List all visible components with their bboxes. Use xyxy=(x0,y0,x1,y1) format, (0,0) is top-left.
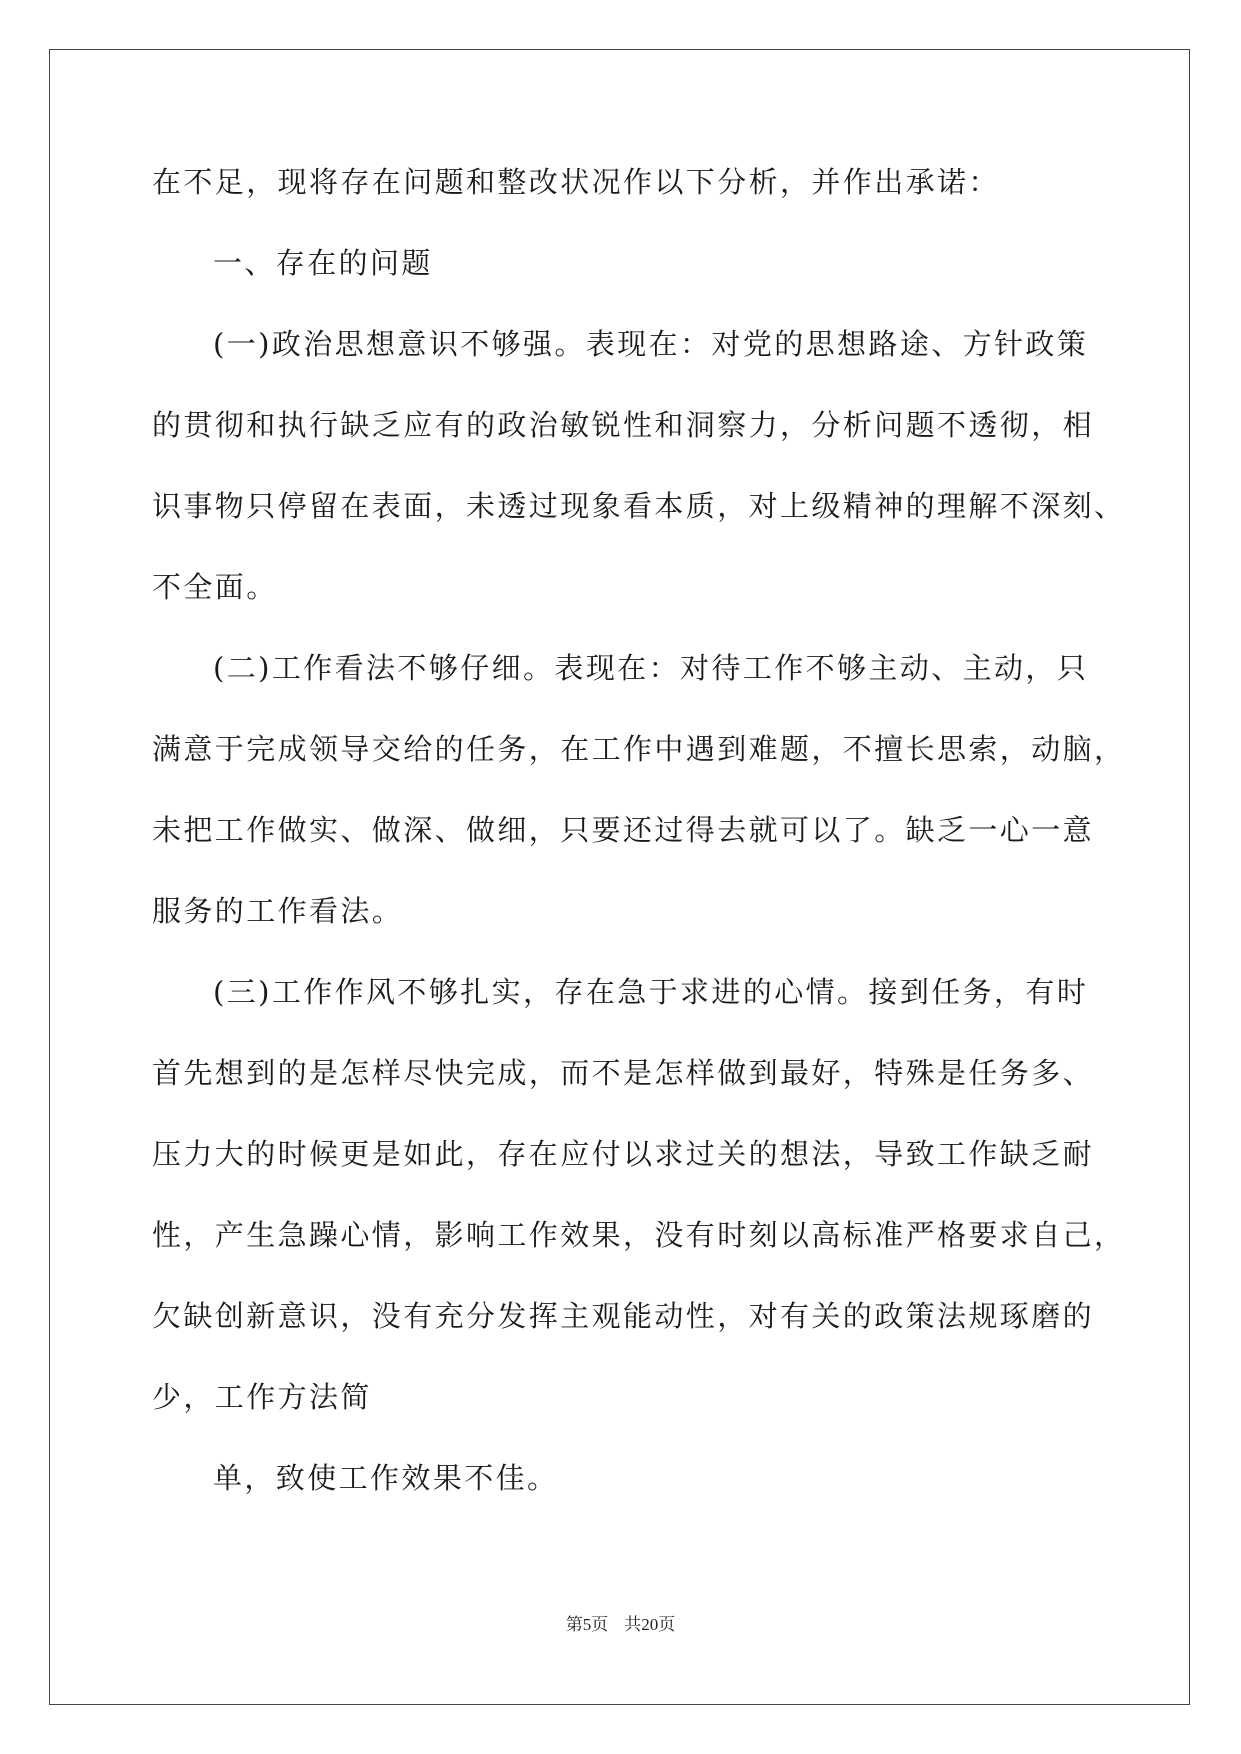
text-line: (二)工作看法不够仔细。表现在：对待工作不够主动、主动，只 xyxy=(213,651,1089,685)
text-line: 首先想到的是怎样尽快完成，而不是怎样做到最好，特殊是任务多、 xyxy=(152,1056,1095,1090)
text-line: 在不足，现将存在问题和整改状况作以下分析，并作出承诺： xyxy=(152,165,1000,199)
page-number: 第5页 xyxy=(565,1615,609,1634)
text-line: 少，工作方法简 xyxy=(152,1380,372,1414)
text-line: 未把工作做实、做深、做细，只要还过得去就可以了。缺乏一心一意 xyxy=(152,813,1095,847)
page-total: 共20页 xyxy=(624,1615,676,1634)
page-footer xyxy=(0,1610,1241,1635)
text-line: (一)政治思想意识不够强。表现在：对党的思想路途、方针政策 xyxy=(213,327,1089,361)
text-line: 欠缺创新意识，没有充分发挥主观能动性，对有关的政策法规琢磨的 xyxy=(152,1299,1095,1333)
text-line: (三)工作作风不够扎实，存在急于求进的心情。接到任务，有时 xyxy=(213,975,1089,1009)
text-line: 不全面。 xyxy=(152,570,278,604)
text-line: 单，致使工作效果不佳。 xyxy=(213,1461,559,1495)
text-line: 满意于完成领导交给的任务，在工作中遇到难题，不擅长思索，动脑， xyxy=(152,732,1126,766)
text-line: 压力大的时候更是如此，存在应付以求过关的想法，导致工作缺乏耐 xyxy=(152,1137,1095,1171)
text-line: 的贯彻和执行缺乏应有的政治敏锐性和洞察力，分析问题不透彻，相 xyxy=(152,408,1095,442)
page-frame xyxy=(49,49,1190,1705)
text-line: 性，产生急躁心情，影响工作效果，没有时刻以高标准严格要求自己， xyxy=(152,1218,1126,1252)
text-line: 识事物只停留在表面，未透过现象看本质，对上级精神的理解不深刻、 xyxy=(152,489,1126,523)
section-heading: 一、存在的问题 xyxy=(213,246,433,280)
text-line: 服务的工作看法。 xyxy=(152,894,404,928)
